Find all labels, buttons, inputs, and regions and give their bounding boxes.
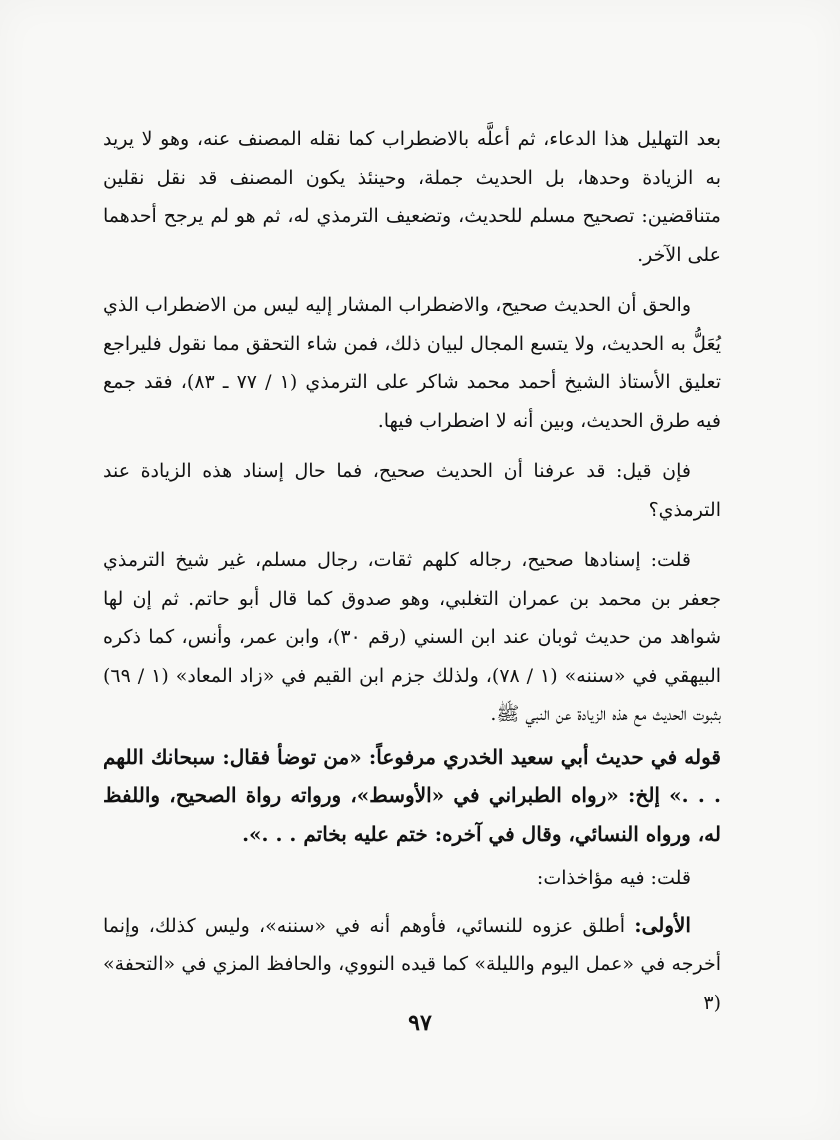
paragraph-7-lead: الأولى:: [634, 912, 691, 937]
paragraph-6: قلت: فيه مؤاخذات:: [536, 867, 691, 889]
paragraph-4: قلت: إسنادها صحيح، رجاله كلهم ثقات، رجال مسلم، غير شيخ الترمذي جعفر بن محمد بن عمران التغلبي، وهو صدوق كما قال أبو حاتم. ثم إن لها شواهد من حديث ثوبان عند ابن السني (رقم ٣٠)، وابن عمر، وأنس، كما ذكره البيهقي في «سننه» (١ / ٧٨)، ولذلك جزم ابن القيم في «زاد المعاد» (١ / ٦٩) بثبوت الحديث مع هذه الزيادة عن النبي ﷺ.: [103, 549, 722, 725]
paragraph-7: [103, 906, 721, 1023]
paragraph-3: فإن قيل: قد عرفنا أن الحديث صحيح، فما حال إسناد هذه الزيادة عند الترمذي؟: [103, 460, 721, 521]
paragraph-1: بعد التهليل هذا الدعاء، ثم أعلَّه بالاضطراب كما نقله المصنف عنه، وهو لا يريد به الزيادة وحدها، بل الحديث جملة، وحينئذ يكون المصنف قد نقل نقلين متناقضين: تصحيح مسلم للحديث، وتضعيف الترمذي له، ثم هو لم يرجح أحدهما على الآخر.: [103, 128, 721, 266]
paragraph-7-text: أطلق عزوه للنسائي، فأوهم أنه في «سننه»، وليس كذلك، وإنما أخرجه في «عمل اليوم والليلة» كما قيده النووي، والحافظ المزي في «التحفة» (٣: [103, 914, 721, 1014]
page-number: ٩٧: [408, 1010, 432, 1036]
paragraph-2: والحق أن الحديث صحيح، والاضطراب المشار إليه ليس من الاضطراب الذي يُعَلُّ به الحديث، ولا يتسع المجال لبيان ذلك، فمن شاء التحقق مما نقول فليراجع تعليق الأستاذ الشيخ أحمد محمد شاكر على الترمذي (١ / ٧٧ ـ ٨٣)، فقد جمع فيه طرق الحديث، وبين أنه لا اضطراب فيها.: [103, 294, 722, 432]
quoted-heading-paragraph: قوله في حديث أبي سعيد الخدري مرفوعاً: «من توضأ فقال: سبحانك اللهم . . .» إلخ: «رواه الطبراني في «الأوسط»، ورواته رواة الصحيح، واللفظ له، ورواه النسائي، وقال في آخره: ختم عليه بخاتم . . .».: [103, 744, 721, 846]
body-text: [103, 120, 721, 1022]
